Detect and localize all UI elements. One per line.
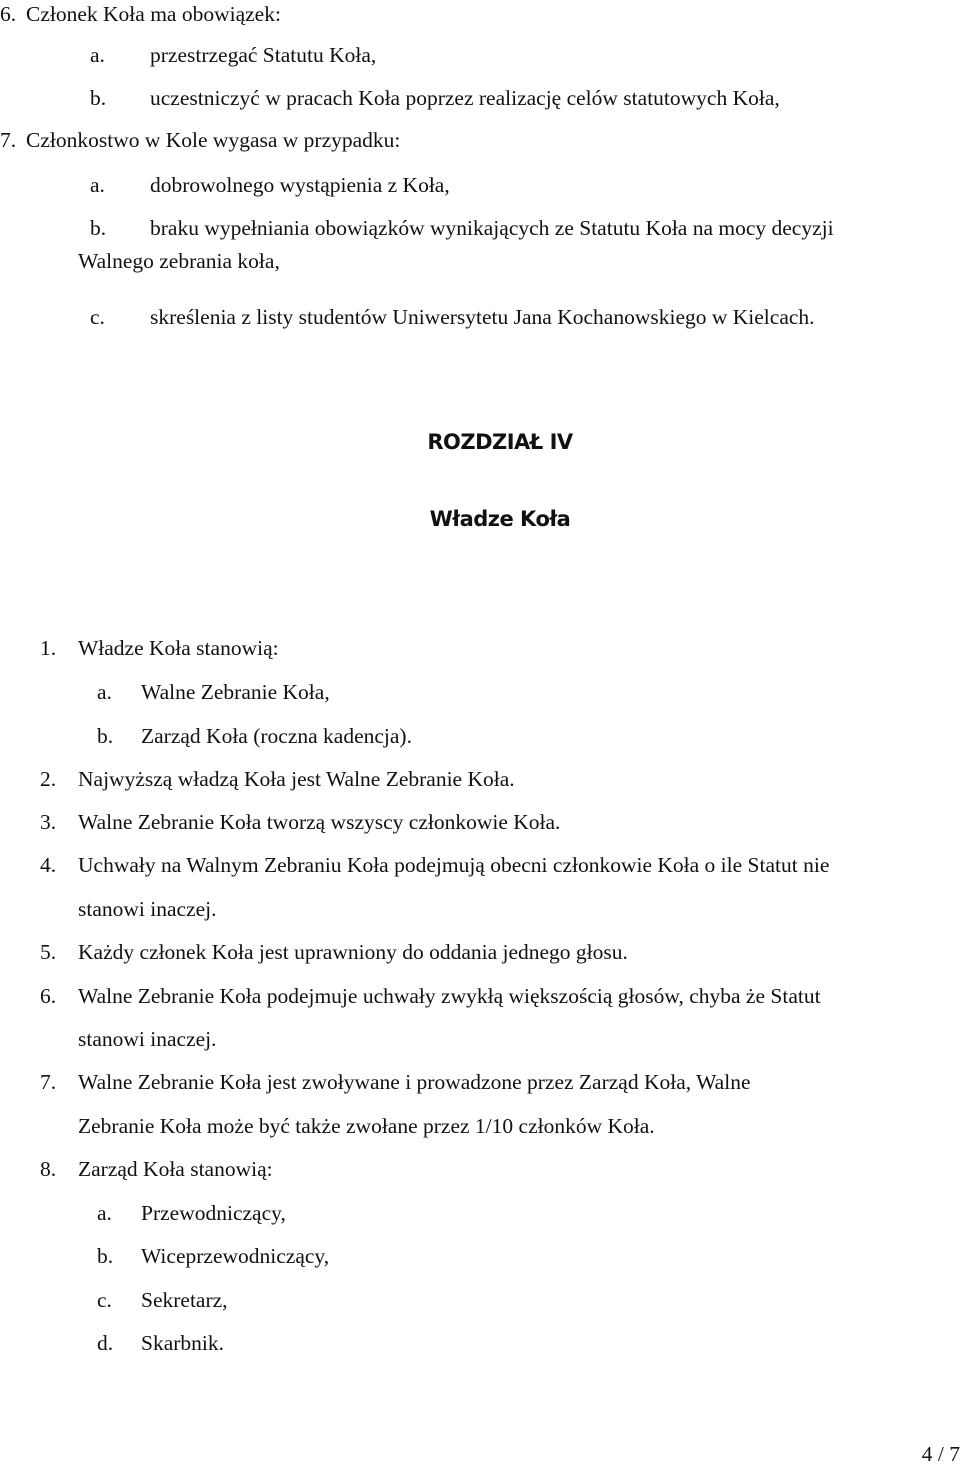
item-text: Uchwały na Walnym Zebraniu Koła podejmują obecni członkowie Koła o ile Statut nie <box>78 853 830 877</box>
item-text: Sekretarz, <box>141 1288 228 1312</box>
item-number: 8. <box>40 1157 57 1181</box>
item-marker: d. <box>97 1331 114 1355</box>
page-number: 4 / 7 <box>921 1442 960 1466</box>
item-text: braku wypełniania obowiązków wynikających ze Statutu Koła na mocy decyzji <box>150 216 834 240</box>
item-text-continuation: Zebranie Koła może być także zwołane przez 1/10 członków Koła. <box>78 1114 655 1138</box>
item-marker: a. <box>97 1201 112 1225</box>
item-text-continuation: Walnego zebrania koła, <box>78 249 280 273</box>
item-text: przestrzegać Statutu Koła, <box>150 43 377 67</box>
item-text: Walne Zebranie Koła podejmuje uchwały zwykłą większością głosów, chyba że Statut <box>78 984 821 1008</box>
item-text: Walne Zebranie Koła, <box>141 680 330 704</box>
item-number: 6. <box>0 2 17 26</box>
item-marker: b. <box>97 724 114 748</box>
item-text: Członkostwo w Kole wygasa w przypadku: <box>26 128 401 152</box>
item-number: 3. <box>40 810 57 834</box>
chapter-title: ROZDZIAŁ IV <box>427 430 573 454</box>
item-marker: b. <box>97 1244 114 1268</box>
item-text: Najwyższą władzą Koła jest Walne Zebranie Koła. <box>78 767 515 791</box>
item-marker: b. <box>90 86 107 110</box>
item-number: 7. <box>0 128 17 152</box>
item-number: 4. <box>40 853 57 877</box>
item-text: Wiceprzewodniczący, <box>141 1244 330 1268</box>
item-text: Każdy członek Koła jest uprawniony do oddania jednego głosu. <box>78 940 628 964</box>
item-number: 6. <box>40 984 57 1008</box>
item-text: Zarząd Koła (roczna kadencja). <box>141 724 412 748</box>
item-text-continuation: stanowi inaczej. <box>78 897 217 921</box>
item-text: Członek Koła ma obowiązek: <box>26 2 281 26</box>
item-marker: a. <box>90 173 105 197</box>
item-text-continuation: stanowi inaczej. <box>78 1027 217 1051</box>
item-number: 2. <box>40 767 57 791</box>
item-text: Walne Zebranie Koła jest zwoływane i prowadzone przez Zarząd Koła, Walne <box>78 1070 751 1094</box>
item-text: Władze Koła stanowią: <box>78 636 279 660</box>
item-number: 1. <box>40 636 57 660</box>
item-marker: a. <box>97 680 112 704</box>
item-number: 7. <box>40 1070 57 1094</box>
item-text: Przewodniczący, <box>141 1201 286 1225</box>
chapter-subtitle: Władze Koła <box>429 507 571 531</box>
item-marker: b. <box>90 216 107 240</box>
item-number: 5. <box>40 940 57 964</box>
item-marker: c. <box>97 1288 112 1312</box>
item-text: Skarbnik. <box>141 1331 225 1355</box>
item-marker: c. <box>90 305 105 329</box>
item-text: Walne Zebranie Koła tworzą wszyscy członkowie Koła. <box>78 810 561 834</box>
item-text: uczestniczyć w pracach Koła poprzez realizację celów statutowych Koła, <box>150 86 780 110</box>
item-text: skreślenia z listy studentów Uniwersytetu Jana Kochanowskiego w Kielcach. <box>150 305 815 329</box>
item-text: Zarząd Koła stanowią: <box>78 1157 273 1181</box>
item-text: dobrowolnego wystąpienia z Koła, <box>150 173 450 197</box>
item-marker: a. <box>90 43 105 67</box>
